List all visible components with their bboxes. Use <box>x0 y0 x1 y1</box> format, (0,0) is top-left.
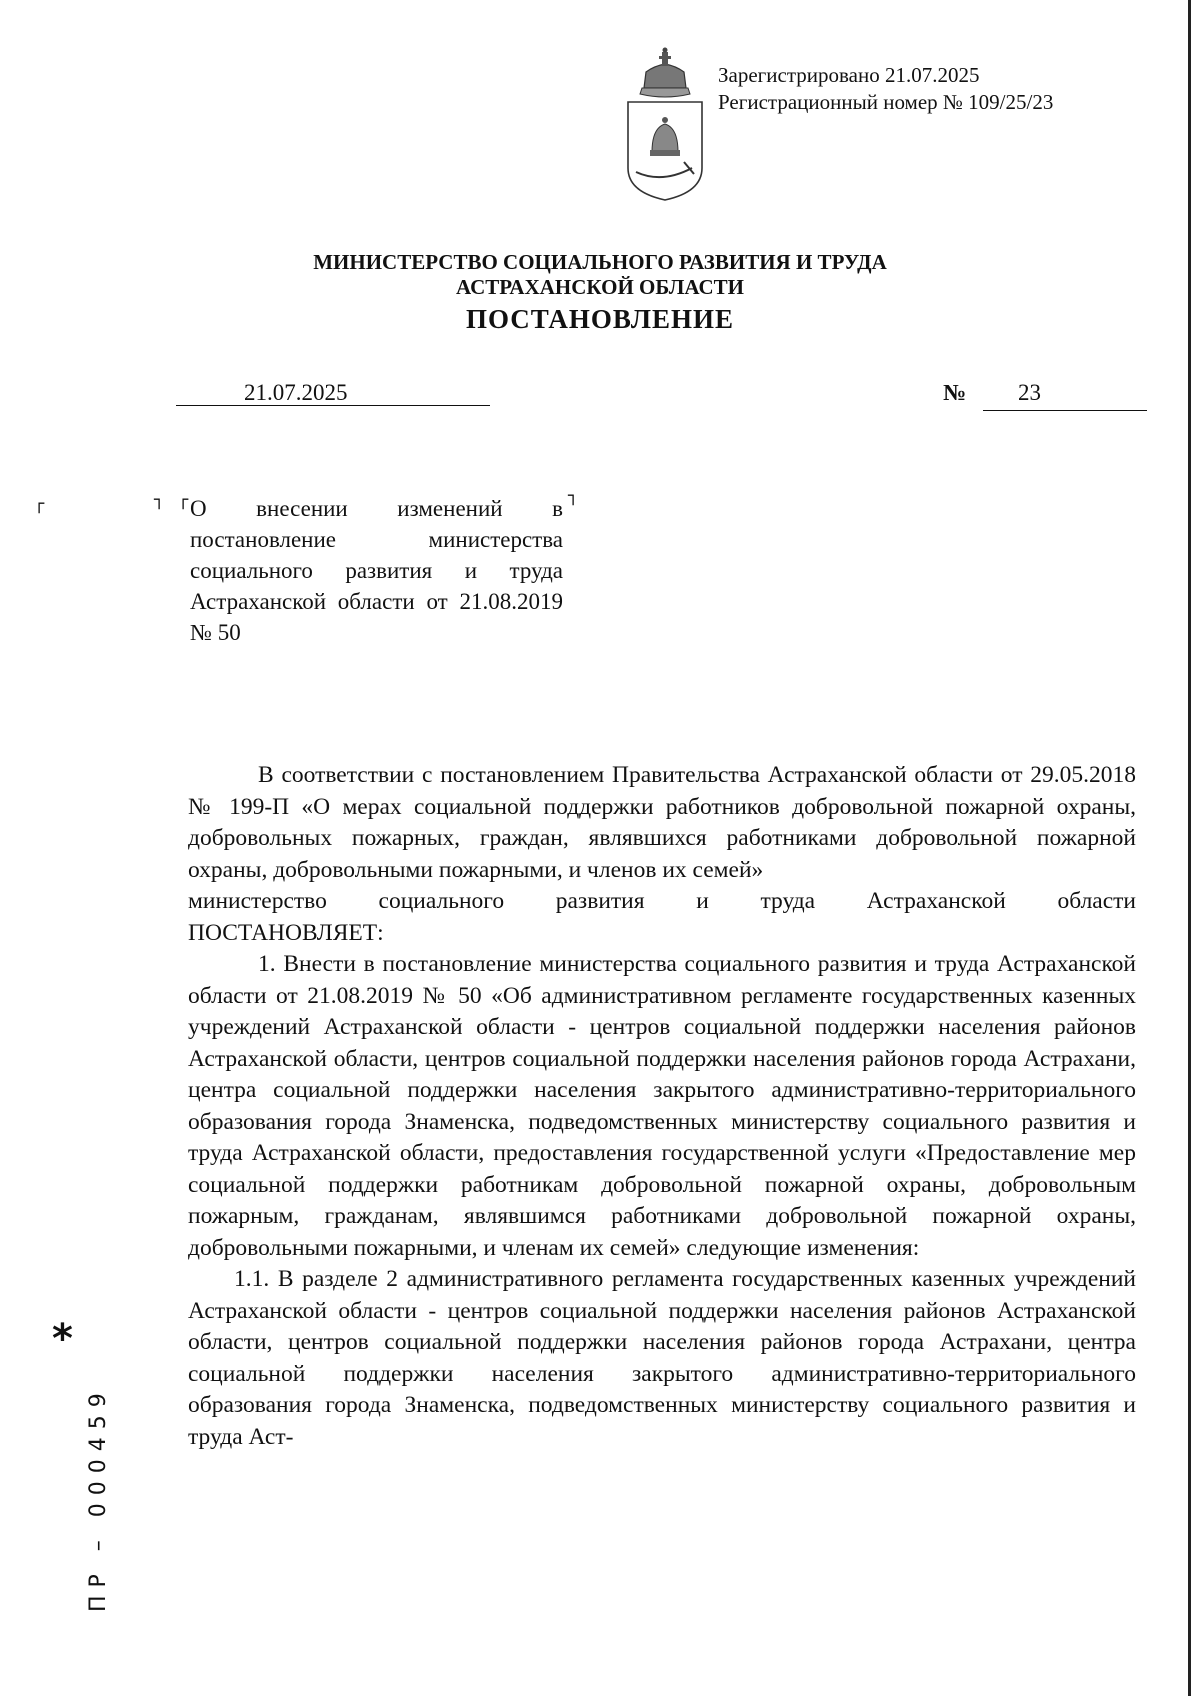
number-underline <box>983 410 1147 411</box>
issuer-line: министерство социального развития и труда Астраханской области <box>188 888 1136 914</box>
asterisk-mark: * <box>52 1316 73 1362</box>
scan-edge <box>1188 0 1191 1696</box>
registration-block <box>718 62 1053 116</box>
coat-of-arms-icon <box>622 44 708 204</box>
corner-mark-icon: ┌ <box>34 494 45 514</box>
clause-1: 1. Внести в постановление министерства социального развития и труда Астраханской области от 21.08.2019 № 50 «Об административном регламенте государственных казенных учреждений Астраханской области - центров социальной поддержки населения районов Астраханской области, центров социальной поддержки населения районов города Астрахани, центра социальной поддержки населения закрытого административно-территориального образования города Знаменска, подведомственных министерству социального развития и труда Астраханской области, предоставления государственной услуги «Предоставление мер социальной поддержки работникам добровольной пожарной охраны, добровольным пожарным, гражданам, являвшимся работниками добровольной пожарной охраны, добровольными пожарными, и членам их семей» следующие изменения: <box>188 951 1136 1261</box>
document-date: 21.07.2025 <box>244 380 348 405</box>
registration-number: Регистрационный номер № 109/25/23 <box>718 90 1054 114</box>
document-body <box>188 760 1136 1453</box>
registration-date: Зарегистрировано 21.07.2025 <box>718 63 980 87</box>
ministry-name <box>230 250 970 300</box>
number-sign: № <box>943 380 967 405</box>
corner-mark-icon: ┌ <box>178 490 189 510</box>
ministry-name-line2: АСТРАХАНСКОЙ ОБЛАСТИ <box>455 275 745 299</box>
ministry-name-line1: МИНИСТЕРСТВО СОЦИАЛЬНОГО РАЗВИТИЯ И ТРУДА <box>313 250 887 274</box>
document-number: 23 <box>1018 380 1041 405</box>
document-type: ПОСТАНОВЛЕНИЕ <box>465 304 735 334</box>
side-document-code: ПР – 000459 <box>86 1385 111 1612</box>
clause-1-1: 1.1. В разделе 2 административного регламента государственных казенных учреждений Астраханской области - центров социальной поддержки населения районов Астраханской области, центров социальной поддержки населения районов города Астрахани, центра социальной поддержки населения закрытого административно-территориального образования города Знаменска, подведомственных министерству социального развития и труда Аст- <box>188 1266 1136 1450</box>
corner-mark-icon: ┐ <box>154 490 165 510</box>
document-subject: О внесении изменений в постановление министерства социального развития и труда Астраханской области от 21.08.2019 № 50 <box>190 496 563 645</box>
resolves-line: ПОСТАНОВЛЯЕТ: <box>188 919 384 946</box>
preamble-paragraph: В соответствии с постановлением Правительства Астраханской области от 29.05.2018 № 199-П «О мерах социальной поддержки работников добровольной пожарной охраны, добровольных пожарных, граждан, являвшихся работниками добровольной пожарной охраны, добровольными пожарными, и членов их семей» <box>188 762 1136 883</box>
corner-mark-icon: ┐ <box>568 486 579 506</box>
